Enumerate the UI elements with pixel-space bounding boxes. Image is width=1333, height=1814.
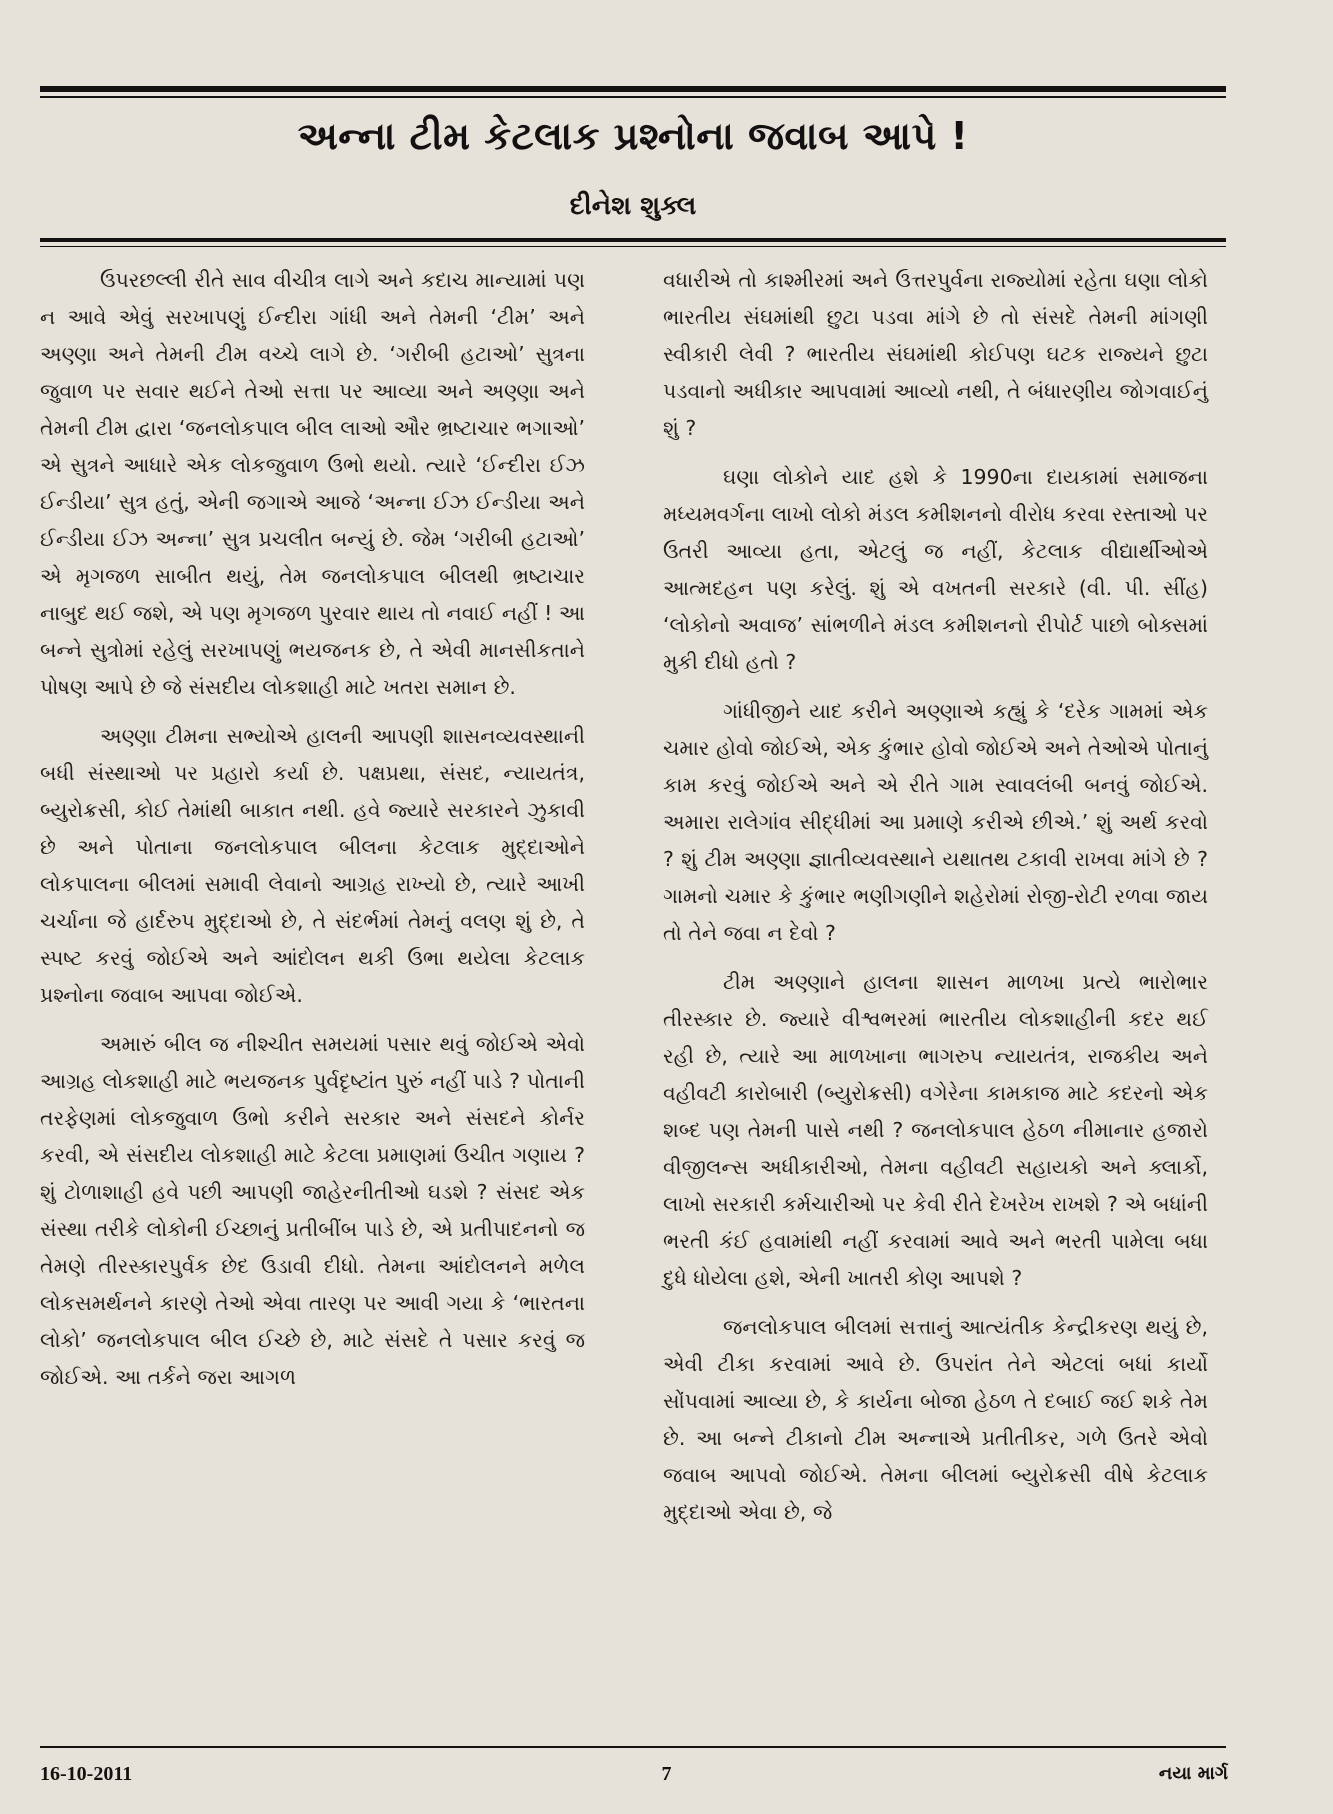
paragraph: ગાંધીજીને યાદ કરીને અણ્ણાએ કહ્યું કે ‘દરેક ગામમાં એક ચમાર હોવો જોઈએ, એક કુંભાર હોવો જોઈએ અને તેઓએ પોતાનું કામ કરવું જોઈએ અને એ રીતે ગામ સ્વાવલંબી બનવું જોઈએ. અમારા રાલેગાંવ સીદ્ધીમાં આ પ્રમાણે કરીએ છીએ.’ શું અર્થ કરવો ? શું ટીમ અણ્ણા જ્ઞાતીવ્યવસ્થાને યથાતથ ટકાવી રાખવા માંગે છે ? ગામનો ચમાર કે કુંભાર ભણીગણીને શહેરોમાં રોજી-રોટી રળવા જાય તો તેને જવા ન દેવો ? [663, 699, 1208, 945]
right-column [663, 262, 1208, 1543]
paragraph: ટીમ અણ્ણાને હાલના શાસન માળખા પ્રત્યે ભારોભાર તીરસ્કાર છે. જ્યારે વીશ્વભરમાં ભારતીય લોકશાહીની કદર થઈ રહી છે, ત્યારે આ માળખાના ભાગરુપ ન્યાયતંત્ર, રાજકીય અને વહીવટી કારોબારી (બ્યુરોક્રસી) વગેરેના કામકાજ માટે કદરનો એક શબ્દ પણ તેમની પાસે નથી ? જનલોકપાલ હેઠળ નીમાનાર હજારો વીજીલન્સ અધીકારીઓ, તેમના વહીવટી સહાયકો અને ક્લાર્કો, લાખો સરકારી કર્મચારીઓ પર કેવી રીતે દેખરેખ રાખશે ? એ બધાંની ભરતી કંઈ હવામાંથી નહીં કરવામાં આવે અને ભરતી પામેલા બધા દુધે ધોયેલા હશે, એની ખાતરી કોણ આપશે ? [663, 970, 1208, 1290]
paragraph: ઘણા લોકોને યાદ હશે કે 1990ના દાયકામાં સમાજના મધ્યમવર્ગના લાખો લોકો મંડલ કમીશનનો વીરોધ કરવા રસ્તાઓ પર ઉતરી આવ્યા હતા, એટલું જ નહીં, કેટલાક વીદ્યાર્થીઓએ આત્મદહન પણ કરેલું. શું એ વખતની સરકારે (વી. પી. સીંહ) ‘લોકોનો અવાજ’ સાંભળીને મંડલ કમીશનનો રીપોર્ટ પાછો બોક્સમાં મુકી દીધો હતો ? [663, 465, 1208, 674]
top-rule-thin [40, 96, 1226, 98]
top-rule-thick [40, 86, 1226, 92]
paragraph-continued: વધારીએ તો કાશ્મીરમાં અને ઉત્તરપુર્વના રાજ્યોમાં રહેતા ઘણા લોકો ભારતીય સંઘમાંથી છુટા પડવા માંગે છે તો સંસદે તેમની માંગણી સ્વીકારી લેવી ? ભારતીય સંઘમાંથી કોઈપણ ઘટક રાજ્યને છુટા પડવાનો અધીકાર આપવામાં આવ્યો નથી, તે બંધારણીય જોગવાઈનું શું ? [663, 268, 1208, 440]
publication-name: નયા માર્ગ [1158, 1763, 1228, 1784]
paragraph: અણ્ણા ટીમના સભ્યોએ હાલની આપણી શાસનવ્યવસ્થાની બધી સંસ્થાઓ પર પ્રહારો કર્યા છે. પક્ષપ્રથા, સંસદ, ન્યાયતંત્ર, બ્યુરોક્રસી, કોઈ તેમાંથી બાકાત નથી. હવે જ્યારે સરકારને ઝુકાવી છે અને પોતાના જનલોકપાલ બીલના કેટલાક મુદ્દાઓને લોકપાલના બીલમાં સમાવી લેવાનો આગ્રહ રાખ્યો છે, ત્યારે આખી ચર્ચાના જે હાર્દરુપ મુદ્દાઓ છે, તે સંદર્ભમાં તેમનું વલણ શું છે, તે સ્પષ્ટ કરવું જોઈએ અને આંદોલન થકી ઉભા થયેલા કેટલાક પ્રશ્નોના જવાબ આપવા જોઈએ. [40, 724, 585, 1007]
article-author: દીનેશ શુક્લ [569, 191, 697, 221]
page-number: 7 [661, 1763, 672, 1785]
footer-rule [40, 1746, 1226, 1748]
article-title: અન્ના ટીમ કેટલાક પ્રશ્નોના જવાબ આપે ! [297, 114, 969, 158]
header-rule-thick [40, 238, 1226, 242]
paragraph: ઉપરછલ્લી રીતે સાવ વીચીત્ર લાગે અને કદાચ માન્યામાં પણ ન આવે એવું સરખાપણું ઈન્દીરા ગાંધી અને તેમની ‘ટીમ’ અને અણ્ણા અને તેમની ટીમ વચ્ચે લાગે છે. ‘ગરીબી હટાઓ’ સુત્રના જુવાળ પર સવાર થઈને તેઓ સત્તા પર આવ્યા અને અણ્ણા અને તેમની ટીમ દ્વારા ‘જનલોકપાલ બીલ લાઓ ઔર ભ્રષ્ટાચાર ભગાઓ’ એ સુત્રને આધારે એક લોકજુવાળ ઉભો થયો. ત્યારે ‘ઈન્દીરા ઈઝ ઈન્ડીયા’ સુત્ર હતું, એની જગાએ આજે ‘અન્ના ઈઝ ઈન્ડીયા અને ઈન્ડીયા ઈઝ અન્ના’ સુત્ર પ્રચલીત બન્યું છે. જેમ ‘ગરીબી હટાઓ’ એ મૃગજળ સાબીત થયું, તેમ જનલોકપાલ બીલથી ભ્રષ્ટાચાર નાબુદ થઈ જશે, એ પણ મૃગજળ પુરવાર થાય તો નવાઈ નહીં ! આ બન્ને સુત્રોમાં રહેલું સરખાપણું ભયજનક છે, તે એવી માનસીકતાને પોષણ આપે છે જે સંસદીય લોકશાહી માટે ખતરા સમાન છે. [40, 268, 585, 699]
issue-date: 16-10-2011 [40, 1763, 133, 1785]
paragraph: અમારું બીલ જ નીશ્ચીત સમયમાં પસાર થવું જોઈએ એવો આગ્રહ લોકશાહી માટે ભયજનક પુર્વદૃષ્ટાંત પુરું નહીં પાડે ? પોતાની તરફેણમાં લોકજુવાળ ઉભો કરીને સરકાર અને સંસદને કોર્નર કરવી, એ સંસદીય લોકશાહી માટે કેટલા પ્રમાણમાં ઉચીત ગણાય ? શું ટોળાશાહી હવે પછી આપણી જાહેરનીતીઓ ઘડશે ? સંસદ એક સંસ્થા તરીકે લોકોની ઈચ્છાનું પ્રતીબીંબ પાડે છે, એ પ્રતીપાદનનો જ તેમણે તીરસ્કારપુર્વક છેદ ઉડાવી દીધો. તેમના આંદોલનને મળેલ લોકસમર્થનને કારણે તેઓ એવા તારણ પર આવી ગયા કે ‘ભારતના લોકો’ જનલોકપાલ બીલ ઈચ્છે છે, માટે સંસદે તે પસાર કરવું જ જોઈએ. આ તર્કને જરા આગળ [40, 1032, 585, 1389]
header-rule-thin [40, 246, 1226, 247]
paragraph: જનલોકપાલ બીલમાં સત્તાનું આત્યંતીક કેન્દ્રીકરણ થયું છે, એવી ટીકા કરવામાં આવે છે. ઉપરાંત તેને એટલાં બધાં કાર્યો સોંપવામાં આવ્યા છે, કે કાર્યના બોજા હેઠળ તે દબાઈ જઈ શકે તેમ છે. આ બન્ને ટીકાનો ટીમ અન્નાએ પ્રતીતીકર, ગળે ઉતરે એવો જવાબ આપવો જોઈએ. તેમના બીલમાં બ્યુરોક્રસી વીષે કેટલાક મુદ્દાઓ એવા છે, જે [663, 1315, 1208, 1524]
left-column [40, 262, 585, 1408]
